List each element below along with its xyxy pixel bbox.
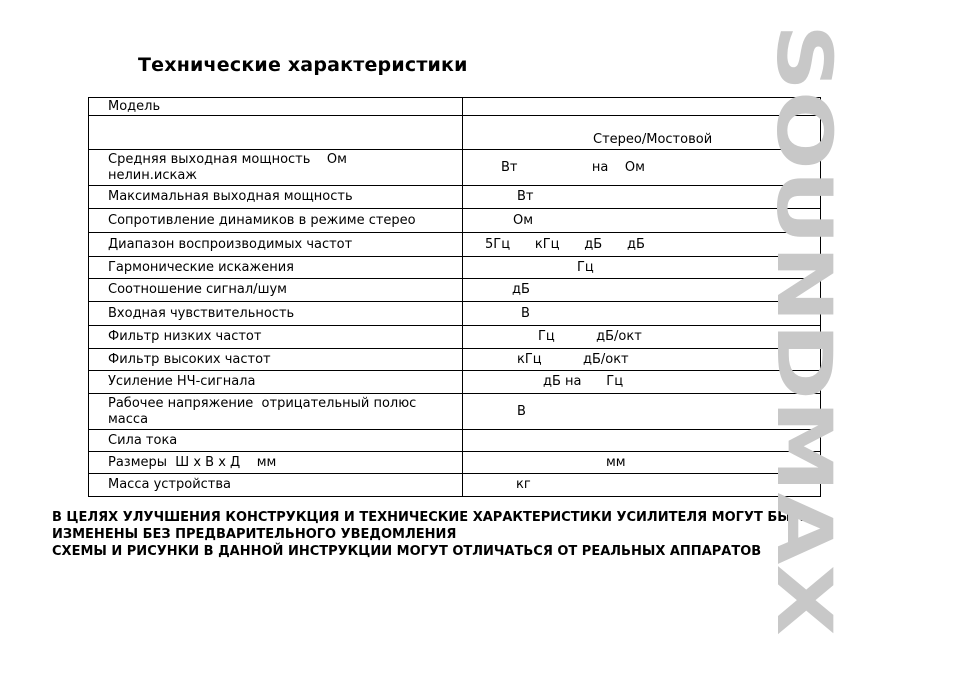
table-row — [89, 326, 821, 349]
notice-line: СХЕМЫ И РИСУНКИ В ДАННОЙ ИНСТРУКЦИИ МОГУТ ОТЛИЧАТЬСЯ ОТ РЕАЛЬНЫХ АППАРАТОВ — [52, 544, 762, 559]
spec-value-text: Ом — [513, 212, 534, 228]
table-row — [89, 349, 821, 371]
spec-label-current: Сила тока — [89, 430, 463, 452]
spec-label-input-sensitivity: Входная чувствительность — [89, 302, 463, 326]
notice-text — [52, 509, 810, 560]
spec-value-text: Гц — [577, 259, 594, 275]
table-row — [89, 209, 821, 233]
table-row — [89, 233, 821, 257]
table-row — [89, 302, 821, 326]
spec-value-text: Вт на Ом — [501, 159, 645, 175]
page-title: Технические характеристики — [138, 54, 468, 76]
table-row — [89, 452, 821, 474]
spec-value-text: Вт — [517, 189, 534, 204]
spec-label-rms-power: Средняя выходная мощность Ом нелин.искаж — [89, 150, 463, 186]
notice-line: В ЦЕЛЯХ УЛУЧШЕНИЯ КОНСТРУКЦИЯ И ТЕХНИЧЕСКИЕ ХАРАКТЕРИСТИКИ УСИЛИТЕЛЯ МОГУТ БЫТЬ — [52, 510, 810, 525]
table-row — [89, 279, 821, 302]
spec-label-bass-boost: Усиление НЧ-сигнала — [89, 371, 463, 394]
spec-value-text: Гц дБ/окт — [538, 329, 642, 344]
table-row — [89, 186, 821, 209]
spec-value-text: дБ — [512, 282, 530, 297]
table-row — [89, 116, 821, 150]
table-row — [89, 430, 821, 452]
brand-logo-text: SOUNDMAX — [760, 24, 849, 525]
spec-value-text: дБ на Гц — [543, 374, 624, 389]
spec-value-text: кг — [516, 477, 531, 492]
table-row — [89, 257, 821, 279]
spec-value-text: В — [517, 403, 526, 419]
spec-label-weight: Масса устройства — [89, 474, 463, 497]
spec-value-text: В — [521, 305, 530, 321]
spec-label-operating-voltage: Рабочее напряжение отрицательный полюс масса — [89, 394, 463, 430]
spec-label-thd: Гармонические искажения — [89, 257, 463, 279]
spec-value-text: Стерео/Мостовой — [593, 132, 713, 147]
spec-label-frequency-range: Диапазон воспроизводимых частот — [89, 233, 463, 257]
spec-label-max-power: Максимальная выходная мощность — [89, 186, 463, 209]
spec-label-hpf: Фильтр высоких частот — [89, 349, 463, 371]
spec-label-mode — [89, 116, 463, 150]
table-row — [89, 150, 821, 186]
spec-label-dimensions: Размеры Ш х В х Д мм — [89, 452, 463, 474]
spec-value-text: мм — [606, 454, 626, 470]
spec-value-text: кГц дБ/окт — [517, 351, 629, 367]
spec-table — [88, 97, 821, 497]
table-row — [89, 474, 821, 497]
spec-value-text: 5Гц кГц дБ дБ — [485, 236, 645, 252]
spec-label-model: Модель — [89, 98, 463, 116]
spec-label-lpf: Фильтр низких частот — [89, 326, 463, 349]
spec-label-impedance: Сопротивление динамиков в режиме стерео — [89, 209, 463, 233]
brand-logo — [760, 24, 911, 636]
spec-label-snr: Соотношение сигнал/шум — [89, 279, 463, 302]
notice-line: ИЗМЕНЕНЫ БЕЗ ПРЕДВАРИТЕЛЬНОГО УВЕДОМЛЕНИЯ — [52, 527, 457, 542]
table-row — [89, 98, 821, 116]
table-row — [89, 394, 821, 430]
table-row — [89, 371, 821, 394]
